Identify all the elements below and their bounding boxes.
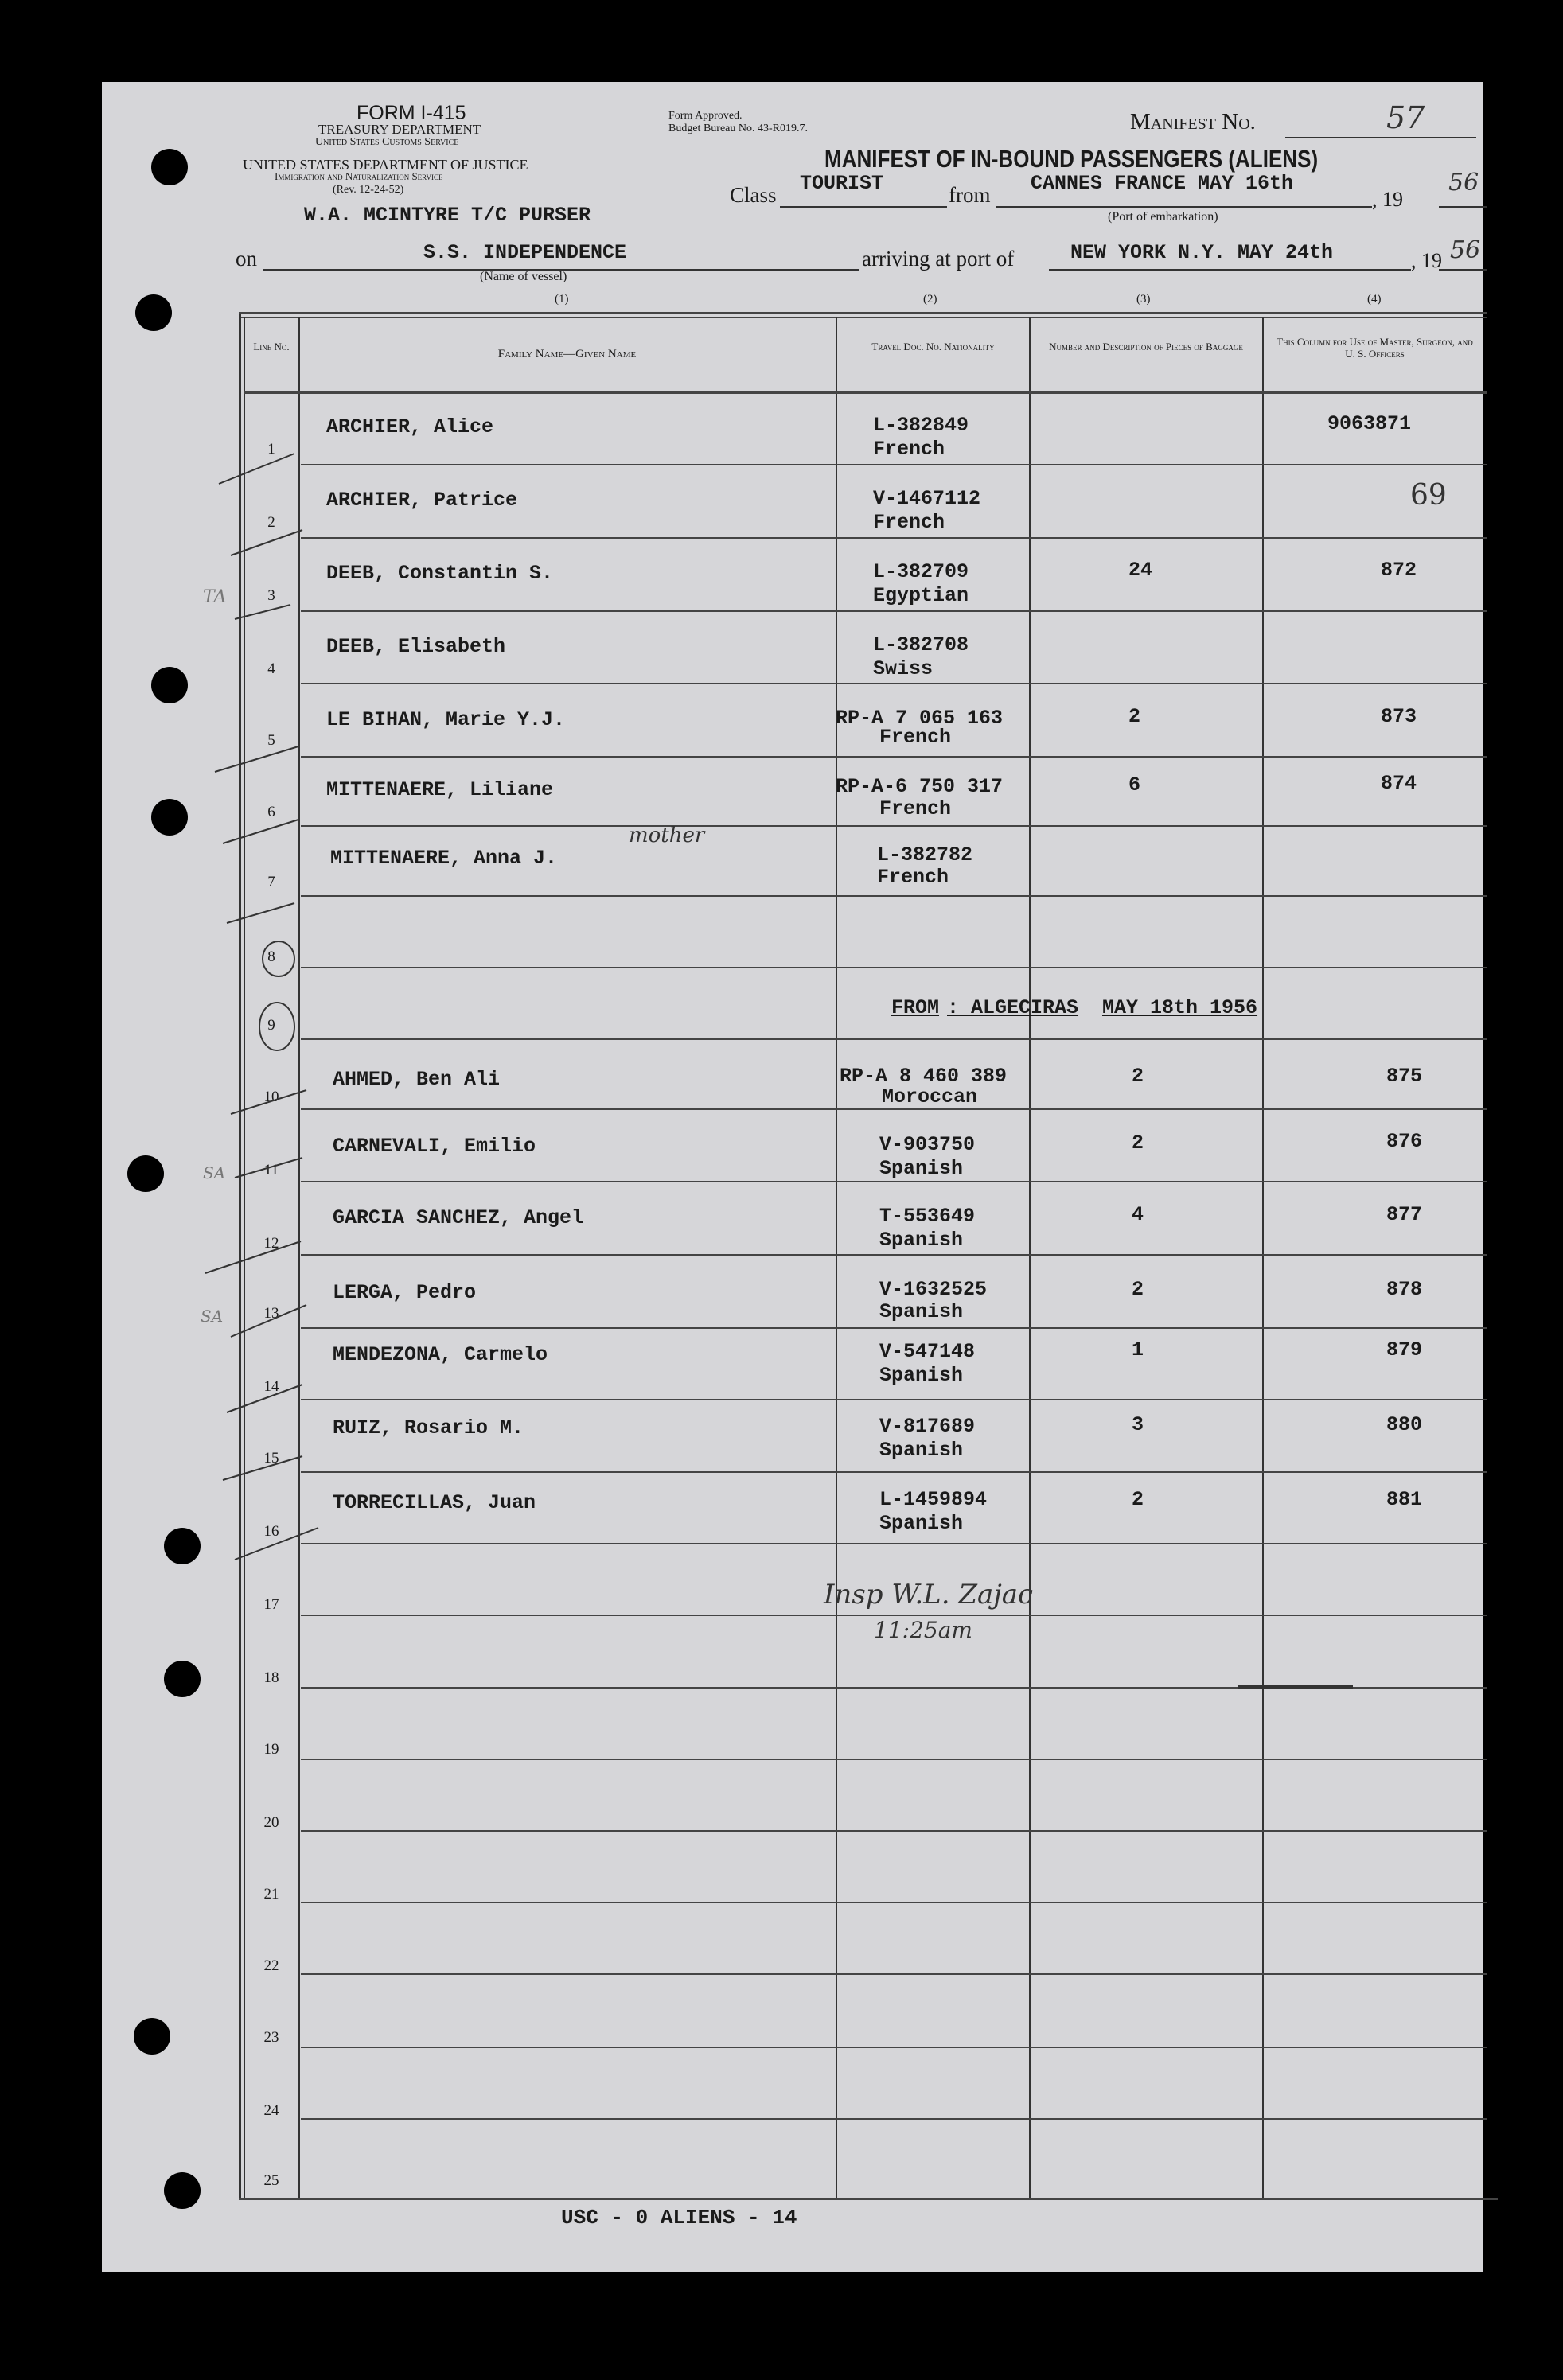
row-line: [301, 1399, 1487, 1400]
passenger-name: DEEB, Elisabeth: [326, 635, 506, 658]
line-number: 12: [263, 1235, 279, 1252]
baggage-count: 2: [1132, 1488, 1144, 1511]
line-number: 25: [263, 2172, 279, 2189]
margin-note-sa: SA: [203, 1163, 226, 1182]
travel-doc-number: L-382708: [873, 633, 969, 656]
baggage-count: 1: [1132, 1338, 1144, 1361]
punch-hole: [164, 2172, 201, 2209]
naturalization-service: Immigration and Naturalization Service: [275, 170, 443, 182]
passenger-name: MITTENAERE, Anna J.: [330, 847, 558, 870]
nationality: Spanish: [879, 1157, 964, 1180]
line-number: 7: [267, 874, 275, 890]
travel-doc-number: V-1632525: [879, 1278, 988, 1301]
port-of-embarkation: CANNES FRANCE MAY 16th: [1031, 172, 1294, 195]
nationality: Spanish: [879, 1439, 964, 1462]
row-line: [301, 1181, 1487, 1182]
line-number: 8: [267, 948, 275, 965]
row-line: [301, 1471, 1487, 1473]
arriving-label: arriving at port of: [862, 247, 1015, 271]
section-from-label: FROM: [891, 996, 940, 1019]
nationality: French: [873, 438, 945, 461]
vessel-name: S.S. INDEPENDENCE: [423, 241, 627, 264]
nationality: French: [873, 511, 945, 534]
travel-doc-number: L-382709: [873, 560, 969, 583]
nationality: French: [879, 797, 952, 820]
travel-doc-number: L-1459894: [879, 1488, 988, 1511]
line-number: 3: [267, 587, 275, 604]
travel-doc-number: V-547148: [879, 1340, 976, 1363]
officer-note: 875: [1386, 1065, 1423, 1088]
punch-hole: [164, 1661, 201, 1697]
row-line: [301, 1830, 1487, 1832]
year-underline-2: [1439, 269, 1487, 271]
passenger-name: AHMED, Ben Ali: [333, 1068, 501, 1091]
row-line: [301, 756, 1487, 758]
line-number: 6: [267, 804, 275, 820]
baggage-count: 6: [1128, 773, 1141, 797]
row-line: [301, 1543, 1487, 1544]
passenger-name: MENDEZONA, Carmelo: [333, 1343, 548, 1366]
passenger-name: LERGA, Pedro: [333, 1281, 477, 1304]
nationality: Spanish: [879, 1229, 964, 1252]
passenger-name: DEEB, Constantin S.: [326, 562, 554, 585]
passenger-name: CARNEVALI, Emilio: [333, 1135, 536, 1158]
row-line: [301, 537, 1487, 539]
travel-doc-number: RP-A-6 750 317: [836, 775, 1004, 798]
row-line: [301, 2118, 1487, 2120]
line-number: 17: [263, 1596, 279, 1613]
baggage-count: 2: [1128, 705, 1141, 728]
column-number-1: (1): [555, 293, 569, 306]
year-arrival: 56: [1450, 236, 1481, 264]
line-number: 20: [263, 1814, 279, 1831]
column-number-3: (3): [1136, 293, 1151, 306]
officer-note: 881: [1386, 1488, 1423, 1511]
header-travel-doc: Travel Doc. No. Nationality: [871, 341, 995, 353]
row-line: [301, 895, 1487, 897]
treasury-department: TREASURY DEPARTMENT: [318, 122, 481, 137]
form-revision: (Rev. 12-24-52): [333, 184, 404, 196]
line-number: 15: [263, 1450, 279, 1467]
travel-doc-number: L-382849: [873, 414, 969, 437]
form-approved: Form Approved.: [668, 110, 743, 122]
line-number: 24: [263, 2102, 279, 2119]
year-embarkation: 56: [1448, 169, 1479, 197]
line-number: 13: [263, 1305, 279, 1322]
passenger-name: MITTENAERE, Liliane: [326, 778, 554, 801]
officer-note: 877: [1386, 1203, 1423, 1226]
officer-note: 878: [1386, 1278, 1423, 1301]
footer-summary: USC - 0 ALIENS - 14: [561, 2206, 797, 2230]
header-baggage: Number and Description of Pieces of Baggage: [1049, 341, 1243, 353]
class-label: Class: [730, 183, 777, 207]
travel-doc-number: RP-A 8 460 389: [840, 1065, 1008, 1088]
baggage-count: 3: [1132, 1413, 1144, 1436]
from-label: from: [949, 183, 991, 207]
tick-marks-drawing: [199, 414, 326, 1607]
purser-name: W.A. MCINTYRE T/C PURSER: [304, 204, 591, 227]
row-line: [301, 1759, 1487, 1760]
manifest-number: 57: [1386, 100, 1425, 135]
baggage-column-divider: [1262, 317, 1264, 2198]
line-number: 21: [263, 1886, 279, 1903]
margin-note-ta: TA: [203, 587, 227, 607]
line-number: 9: [267, 1017, 275, 1034]
port-of-arrival: NEW YORK N.Y. MAY 24th: [1070, 241, 1334, 264]
inspector-signature: Insp W.L. Zajac: [824, 1579, 1034, 1611]
line-number: 11: [263, 1162, 279, 1178]
table-top-border-inner: [239, 317, 1487, 318]
vessel-caption: (Name of vessel): [480, 270, 567, 283]
officer-note: 879: [1386, 1338, 1423, 1361]
header-bottom-border: [244, 391, 1487, 394]
column-number-4: (4): [1367, 293, 1382, 306]
line-number: 16: [263, 1523, 279, 1540]
officer-note: 880: [1386, 1413, 1423, 1436]
travel-doc-number: V-1467112: [873, 487, 981, 510]
class-value: TOURIST: [800, 172, 884, 195]
year-underline-1: [1439, 206, 1487, 208]
passenger-name: GARCIA SANCHEZ, Angel: [333, 1206, 584, 1229]
header-line-number: Line No.: [253, 341, 290, 353]
nationality: French: [877, 866, 949, 889]
section-port: : ALGECIRAS: [947, 996, 1079, 1019]
travel-doc-number: V-817689: [879, 1415, 976, 1438]
handwritten-mother-note: mother: [629, 824, 705, 847]
nationality: Spanish: [879, 1512, 964, 1535]
customs-service: United States Customs Service: [315, 136, 459, 148]
table-bottom-border: [239, 2198, 1498, 2200]
department-of-justice: UNITED STATES DEPARTMENT OF JUSTICE: [243, 157, 528, 173]
budget-bureau-number: Budget Bureau No. 43-R019.7.: [668, 123, 808, 134]
nationality: Egyptian: [873, 584, 969, 607]
line-number: 1: [267, 441, 275, 458]
header-officers: This Column for Use of Master, Surgeon, and U. S. Officers: [1277, 336, 1473, 360]
row-line: [301, 967, 1487, 968]
row-line: [301, 1973, 1487, 1975]
nationality: Moroccan: [882, 1085, 978, 1108]
officer-note: 876: [1386, 1130, 1423, 1153]
row-line: [301, 1254, 1487, 1256]
line-number: 4: [267, 660, 275, 677]
officer-note: 873: [1381, 705, 1417, 728]
row-line: [301, 610, 1487, 612]
line-number: 5: [267, 732, 275, 749]
nationality: Spanish: [879, 1300, 964, 1323]
row-line: [301, 1108, 1487, 1110]
manifest-number-underline: [1285, 137, 1476, 138]
punch-hole: [134, 2018, 170, 2055]
row-line: [301, 1038, 1487, 1040]
baggage-count: 2: [1132, 1132, 1144, 1155]
line-number: 23: [263, 2029, 279, 2046]
line-number: 2: [267, 514, 275, 531]
year-prefix-embarkation: , 19: [1372, 188, 1403, 211]
row-line: [301, 464, 1487, 465]
baggage-count: 24: [1128, 559, 1153, 582]
line-number: 19: [263, 1741, 279, 1758]
year-prefix-arrival: , 19: [1411, 249, 1442, 272]
row-line: [301, 825, 1487, 827]
doc-column-divider: [1029, 317, 1031, 2198]
port-of-embarkation-caption: (Port of embarkation): [1108, 210, 1218, 224]
on-label: on: [236, 247, 257, 271]
row-line: [301, 683, 1487, 684]
row-line: [301, 1615, 1487, 1616]
row-line: [301, 2047, 1487, 2048]
section-date: MAY 18th 1956: [1102, 996, 1258, 1019]
form-number: FORM I-415: [357, 102, 466, 124]
header-family-name: Family Name—Given Name: [497, 348, 637, 360]
row-line: [301, 1902, 1487, 1903]
officer-note: 69: [1410, 479, 1447, 512]
margin-note-sa: SA: [201, 1307, 224, 1326]
arrival-underline: [1049, 269, 1411, 271]
line-number: 14: [263, 1378, 279, 1395]
punch-hole: [151, 667, 188, 703]
punch-hole: [127, 1155, 164, 1192]
passenger-name: RUIZ, Rosario M.: [333, 1416, 524, 1439]
passenger-name: LE BIHAN, Marie Y.J.: [326, 708, 566, 731]
travel-doc-number: T-553649: [879, 1205, 976, 1228]
class-underline: [780, 206, 947, 208]
row-line: [301, 1327, 1487, 1329]
inspection-closing-stroke: [1238, 1685, 1353, 1689]
punch-hole: [151, 149, 188, 185]
manifest-title: MANIFEST OF IN-BOUND PASSENGERS (ALIENS): [824, 145, 1319, 173]
line-number: 10: [263, 1089, 279, 1105]
from-underline: [996, 206, 1372, 208]
table-top-border: [239, 312, 1487, 314]
travel-doc-number: V-903750: [879, 1133, 976, 1156]
line-number: 22: [263, 1957, 279, 1974]
passenger-name: ARCHIER, Patrice: [326, 489, 518, 512]
travel-doc-number: RP-A 7 065 163: [836, 707, 1004, 730]
nationality: Swiss: [873, 657, 934, 680]
manifest-number-label: Manifest No.: [1130, 109, 1256, 134]
baggage-count: 4: [1132, 1203, 1144, 1226]
punch-hole: [164, 1528, 201, 1564]
column-number-2: (2): [923, 293, 937, 306]
baggage-count: 2: [1132, 1278, 1144, 1301]
punch-hole: [151, 799, 188, 836]
passenger-name: ARCHIER, Alice: [326, 415, 494, 438]
officer-note: 872: [1381, 559, 1417, 582]
officer-note: 874: [1381, 772, 1417, 795]
nationality: French: [879, 726, 952, 749]
passenger-name: TORRECILLAS, Juan: [333, 1491, 536, 1514]
nationality: Spanish: [879, 1364, 964, 1387]
officer-note: 9063871: [1327, 412, 1412, 435]
travel-doc-number: L-382782: [877, 843, 973, 867]
line-number: 18: [263, 1669, 279, 1686]
inspection-time: 11:25am: [874, 1617, 972, 1643]
name-column-divider: [836, 317, 837, 2198]
punch-hole: [135, 294, 172, 331]
baggage-count: 2: [1132, 1065, 1144, 1088]
